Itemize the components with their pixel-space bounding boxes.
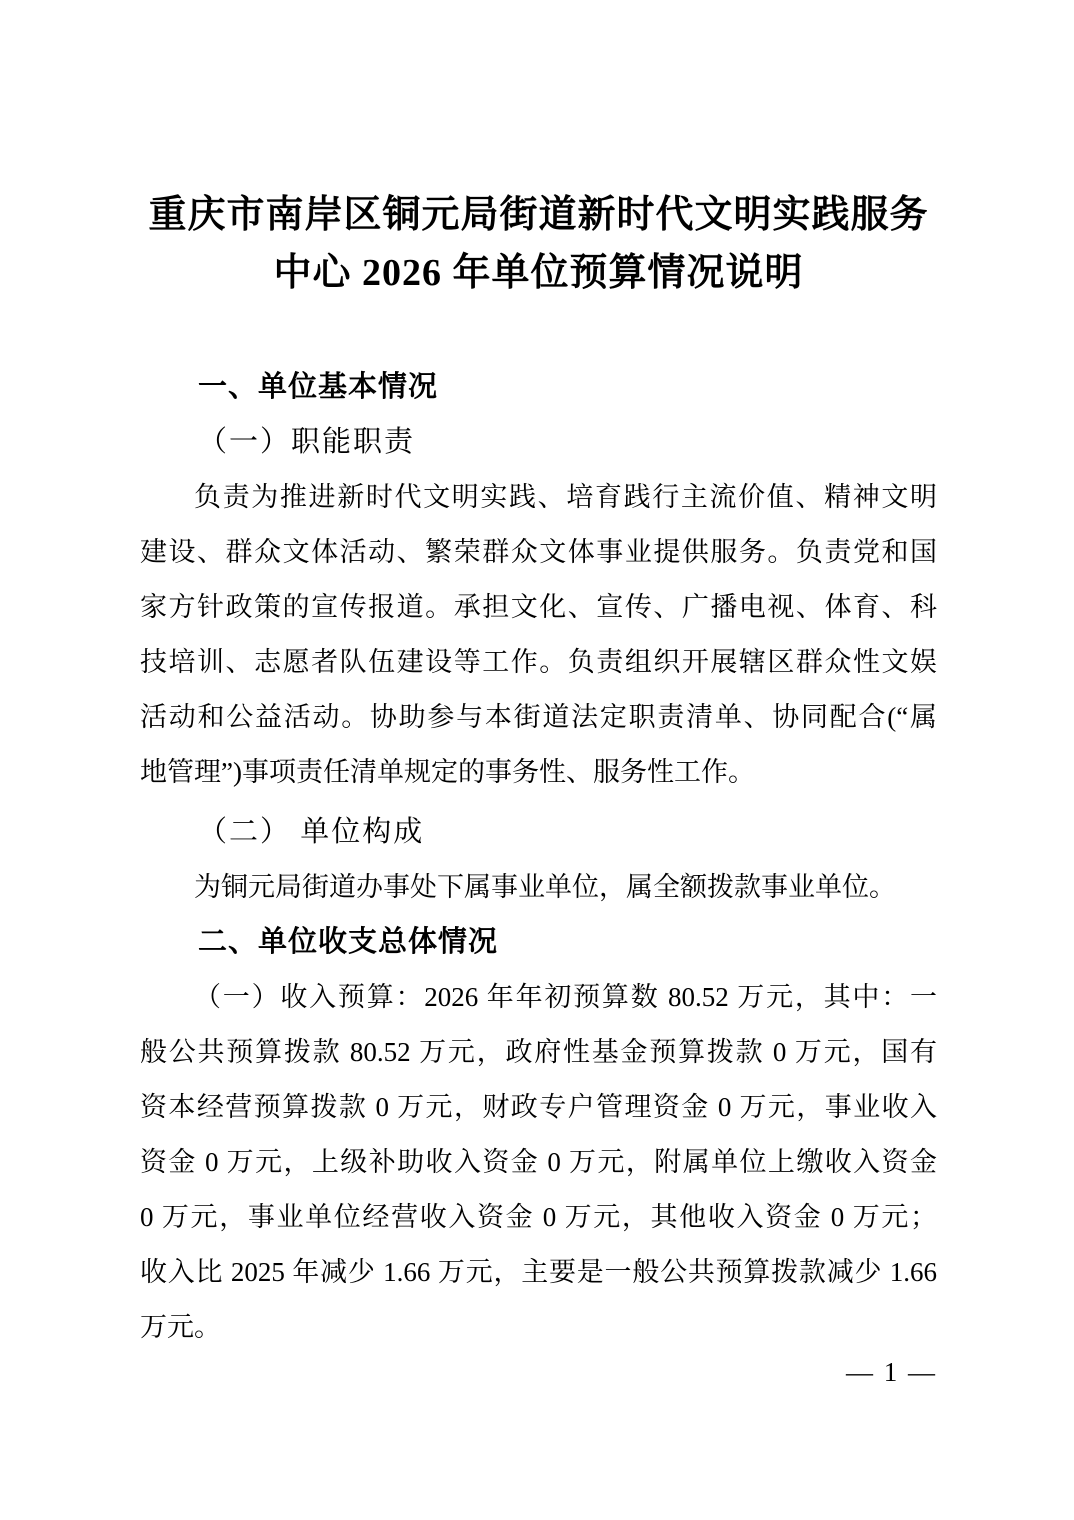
section-2-paragraph-1	[140, 970, 937, 1355]
paragraph-line: 0 万元，事业单位经营收入资金 0 万元，其他收入资金 0 万元；	[140, 1202, 937, 1232]
paragraph-line: （一）收入预算：2026 年年初预算数 80.52 万元，其中：一	[194, 982, 937, 1012]
section-1-paragraph-1	[140, 470, 937, 800]
paragraph-line: 般公共预算拨款 80.52 万元，政府性基金预算拨款 0 万元，国有	[140, 1037, 937, 1067]
paragraph-line: 为铜元局街道办事处下属事业单位，属全额拨款事业单位。	[194, 872, 896, 902]
document-title-line-2: 中心 2026 年单位预算情况说明	[273, 252, 804, 294]
section-2-heading: 二、单位收支总体情况	[198, 926, 499, 958]
page-number: — 1 —	[846, 1357, 937, 1387]
paragraph-line: 万元。	[140, 1312, 221, 1342]
section-1-subheading-1: （一）职能职责	[198, 426, 416, 458]
paragraph-line: 活动和公益活动。协助参与本街道法定职责清单、协同配合(“属	[140, 702, 937, 732]
section-1-subheading-2: （二） 单位构成	[198, 816, 425, 848]
paragraph-line: 家方针政策的宣传报道。承担文化、宣传、广播电视、体育、科	[140, 592, 937, 622]
section-1-heading: 一、单位基本情况	[198, 371, 439, 403]
paragraph-line: 负责为推进新时代文明实践、培育践行主流价值、精神文明	[194, 482, 937, 512]
paragraph-line: 地管理”)事项责任清单规定的事务性、服务性工作。	[140, 757, 755, 787]
paragraph-line: 收入比 2025 年减少 1.66 万元，主要是一般公共预算拨款减少 1.66	[140, 1257, 937, 1287]
paragraph-line: 建设、群众文体活动、繁荣群众文体事业提供服务。负责党和国	[140, 537, 937, 567]
section-1-paragraph-2	[140, 860, 937, 915]
paragraph-line: 资本经营预算拨款 0 万元，财政专户管理资金 0 万元，事业收入	[140, 1092, 937, 1122]
document-title-line-1: 重庆市南岸区铜元局街道新时代文明实践服务	[148, 194, 929, 236]
paragraph-line: 技培训、志愿者队伍建设等工作。负责组织开展辖区群众性文娱	[140, 647, 937, 677]
paragraph-line: 资金 0 万元，上级补助收入资金 0 万元，附属单位上缴收入资金	[140, 1147, 937, 1177]
document-title	[140, 186, 937, 302]
